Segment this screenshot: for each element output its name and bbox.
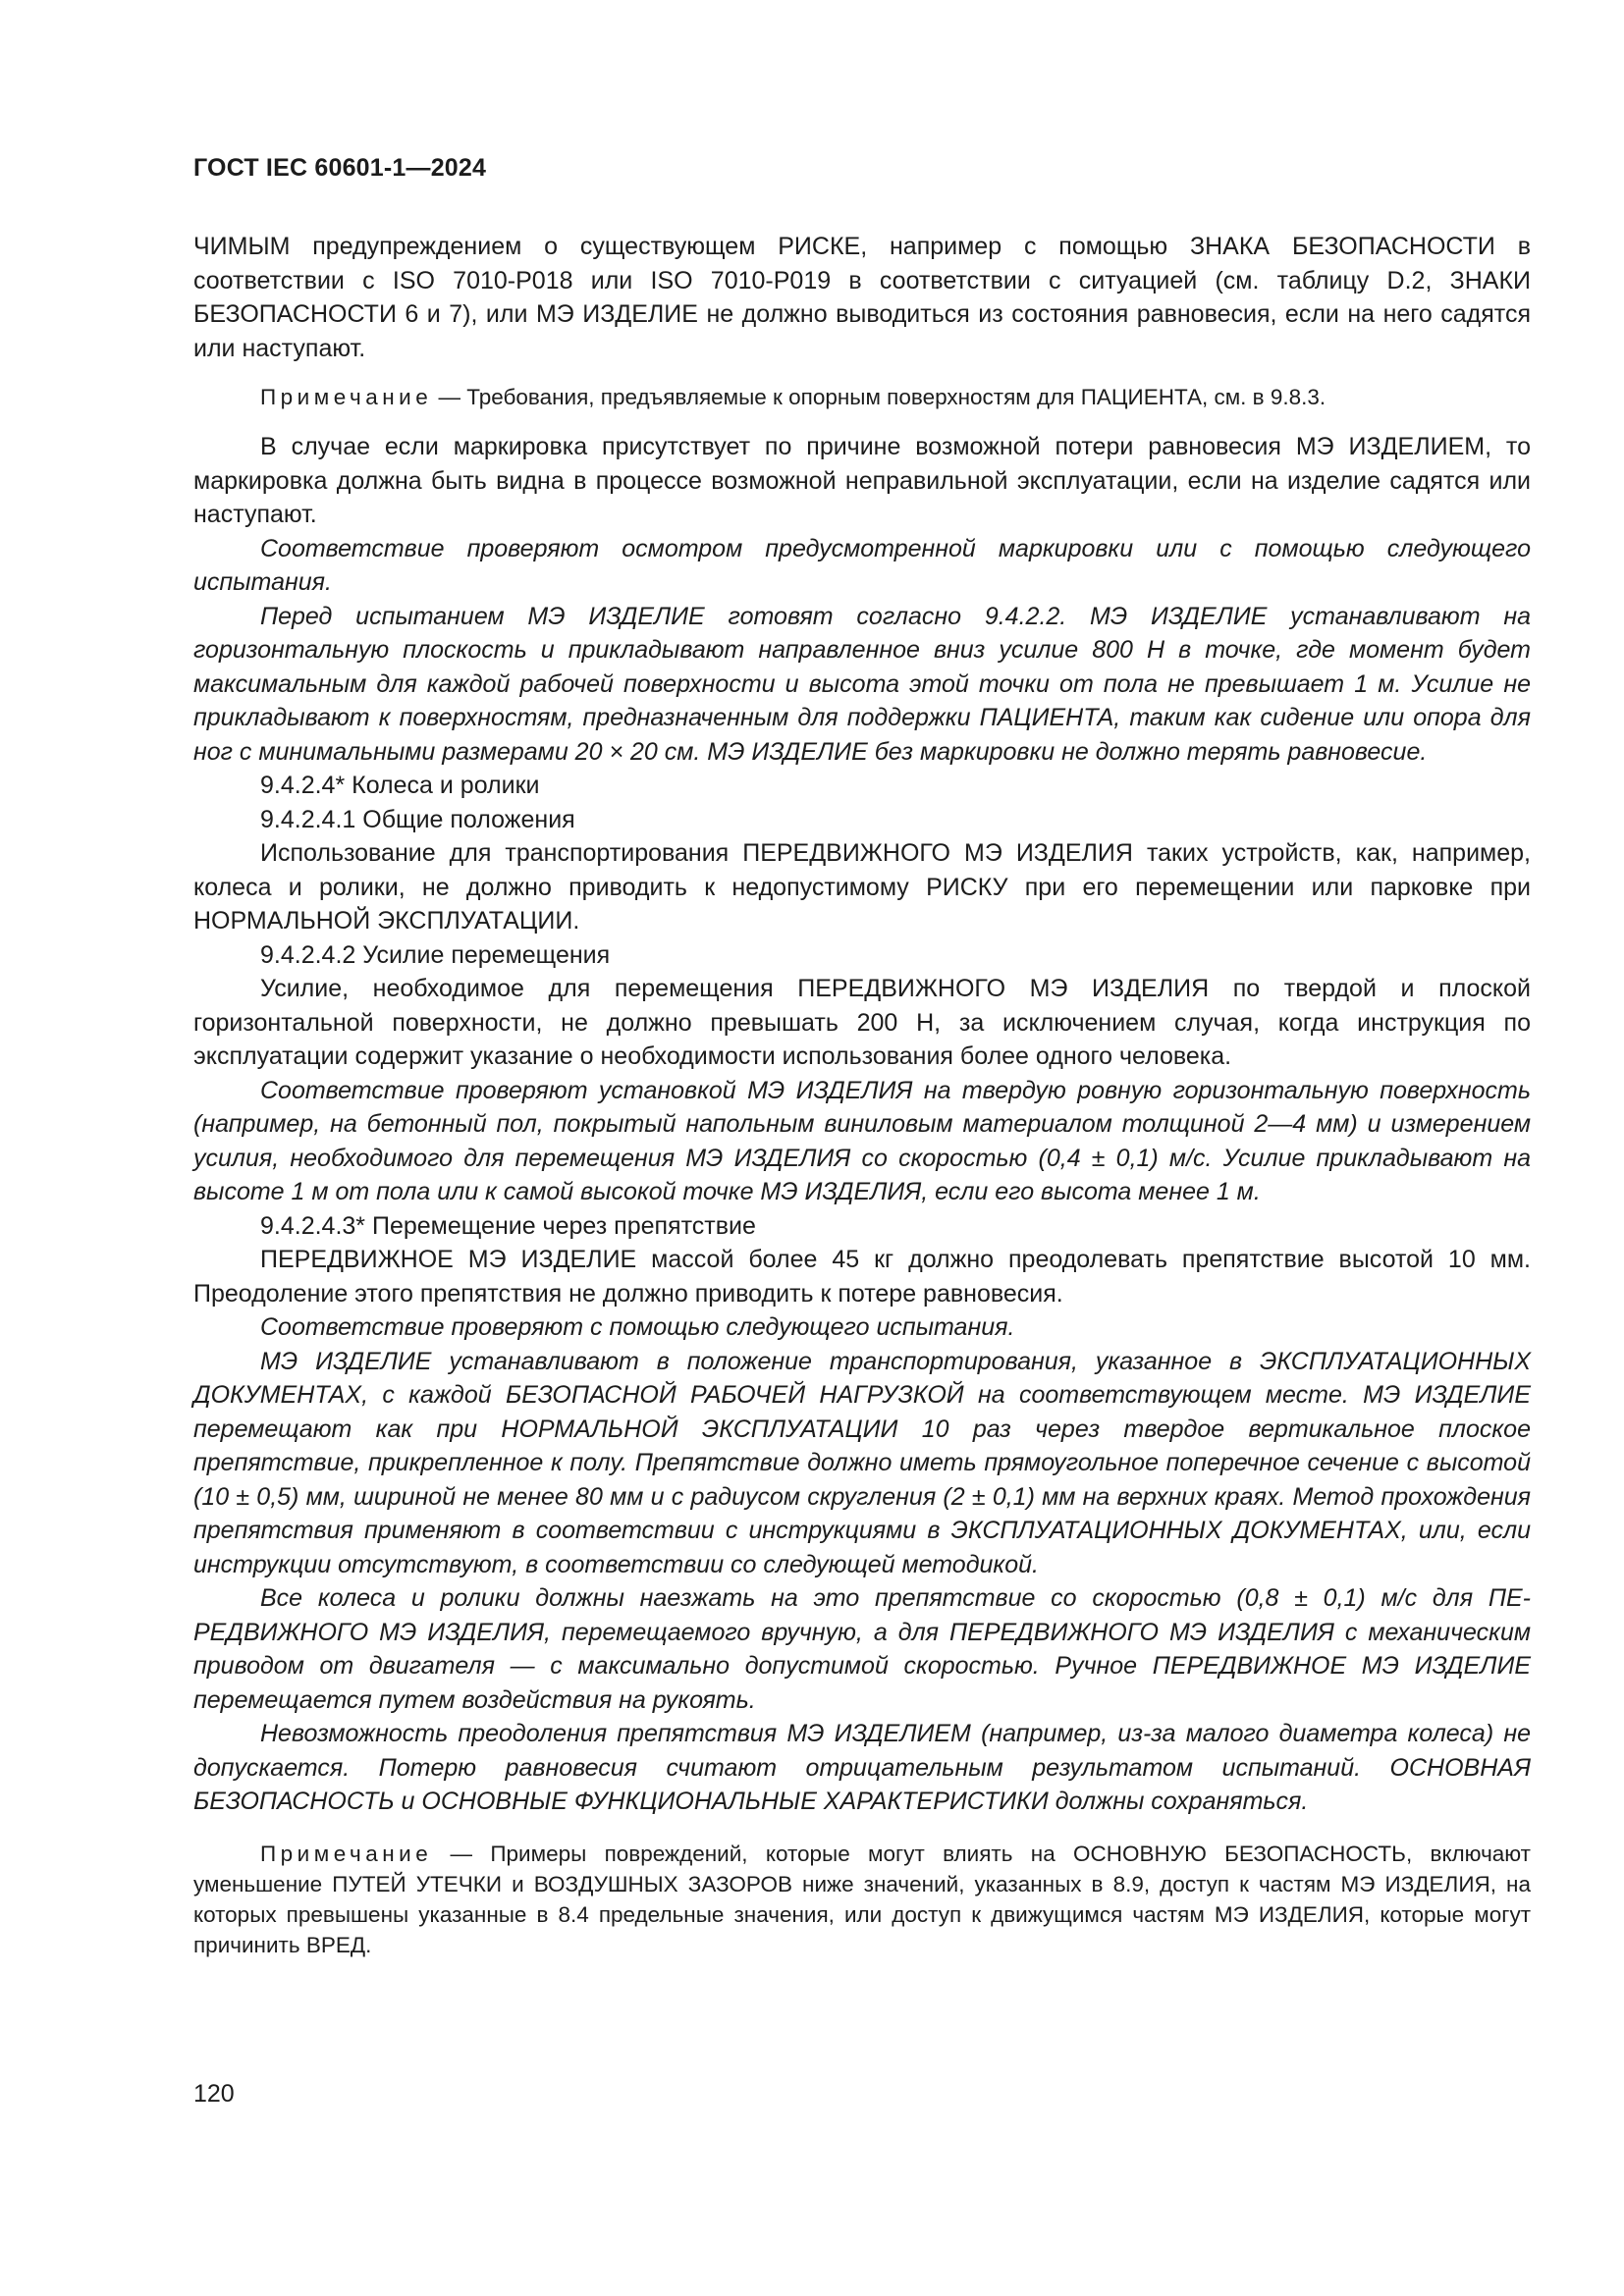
note-text: — Требования, предъявляемые к опорным поверхностям для ПАЦИЕНТА, см. в 9.8.3. xyxy=(432,385,1326,409)
section-heading-9-4-2-4-2: 9.4.2.4.2 Усилие перемещения xyxy=(260,940,611,969)
note-label: Примечание xyxy=(260,1841,433,1866)
paragraph-general: Использование для транспортирования ПЕРЕДВИЖНОГО МЭ ИЗДЕЛИЯ таких устройств, как, например, колеса и ролики, не должно приводить к недопустимому РИСКУ при его перемещении или парковке при НОРМАЛЬНОЙ ЭКСПЛУАТАЦИИ. xyxy=(193,839,1531,934)
section-heading-9-4-2-4-1: 9.4.2.4.1 Общие положения xyxy=(260,805,575,833)
paragraph-force: Усилие, необходимое для перемещения ПЕРЕДВИЖНОГО МЭ ИЗДЕЛИЯ по твердой и плоской горизонтальной поверхности, не должно превышать 200 Н, за исключением случая, когда инструкция по эксплуатации содержит указание о необходимости использования более одного человека. xyxy=(193,975,1531,1070)
note-1 xyxy=(193,382,1531,412)
paragraph-compliance-check: Соответствие проверяют осмотром предусмотренной маркировки или с помощью следующего испытания. xyxy=(193,534,1531,596)
page-number: 120 xyxy=(193,2080,235,2108)
paragraph-wheels-speed: Все колеса и ролики должны наезжать на это препятствие со скоростью (0,8 ± 0,1) м/с для ПЕРЕДВИЖНОГО МЭ ИЗДЕЛИЯ, перемещаемого вручную, а для ПЕРЕДВИЖНОГО МЭ ИЗДЕЛИЯ с механическим приводом от двигателя — с максимально допустимой скоростью. Ручное ПЕРЕДВИЖНОЕ МЭ ИЗДЕЛИЕ перемещается путем воздействия на рукоять. xyxy=(193,1584,1531,1714)
note-label: Примечание xyxy=(260,385,433,409)
paragraph-test-procedure: Перед испытанием МЭ ИЗДЕЛИЕ готовят согласно 9.4.2.2. МЭ ИЗДЕЛИЕ устанавливают на горизонтальную плоскость и прикладывают направленное вниз усилие 800 Н в точке, где момент будет максимальным для каждой рабочей поверхности и высота этой точки от пола не превышает 1 м. Усилие не прикладывают к поверхностям, предназначенным для поддержки ПАЦИЕНТА, таким как сидение или опора для ног с минимальными размерами 20 × 20 см. МЭ ИЗДЕЛИЕ без маркировки не должно терять равновесие. xyxy=(193,602,1531,766)
paragraph-force-compliance: Соответствие проверяют установкой МЭ ИЗДЕЛИЯ на твердую ровную горизонтальную поверхность (например, на бетонный пол, покрытый напольным виниловым материалом толщиной 2—4 мм) и измерением усилия, необходимого для перемещения МЭ ИЗДЕЛИЯ со скоростью (0,4 ± 0,1) м/с. Усилие прикладывают на высоте 1 м от пола или к самой высокой точке МЭ ИЗДЕЛИЯ, если его высота менее 1 м. xyxy=(193,1076,1531,1205)
paragraph-obstacle-compliance: Соответствие проверяют с помощью следующего испытания. xyxy=(260,1313,1015,1341)
section-heading-9-4-2-4-3: 9.4.2.4.3* Перемещение через препятствие xyxy=(260,1211,756,1240)
section-heading-9-4-2-4: 9.4.2.4* Колеса и ролики xyxy=(260,772,540,799)
paragraph-marking: В случае если маркировка присутствует по причине возможной потери равновесия МЭ ИЗДЕЛИЕМ, то маркировка должна быть видна в процессе возможной неправильной эксплуатации, если на изделие садятся или наступают. xyxy=(193,433,1531,528)
paragraph-obstacle-test: МЭ ИЗДЕЛИЕ устанавливают в положение транспортирования, указанное в ЭКСПЛУАТАЦИОННЫХ ДОКУМЕНТАХ, с каждой БЕЗОПАСНОЙ РАБОЧЕЙ НАГРУЗКОЙ на соответствующем месте. МЭ ИЗДЕЛИЕ перемещают как при НОРМАЛЬНОЙ ЭКСПЛУАТАЦИИ 10 раз через твердое вертикальное плоское препятствие, прикрепленное к полу. Препятствие должно иметь прямоугольное поперечное сечение с высотой (10 ± 0,5) мм, шириной не менее 80 мм и с радиусом скругления (2 ± 0,1) мм на верхних краях. Метод прохождения препятствия применяют в соответствии с инструкциями в ЭКСПЛУАТАЦИОННЫХ ДОКУМЕНТАХ, или, если инструкции отсутствуют, в соответствии со следующей методикой. xyxy=(193,1347,1531,1578)
note-2 xyxy=(193,1839,1531,1960)
paragraph-continuation: ЧИМЫМ предупреждением о существующем РИСКЕ, например с помощью ЗНАКА БЕЗОПАСНОСТИ в соответствии с ISO 7010-P018 или ISO 7010-P019 в соответствии с ситуацией (см. таблицу D.2, ЗНАКИ БЕЗОПАСНОСТИ 6 и 7), или МЭ ИЗДЕЛИЕ не должно выводиться из состояния равновесия, если на него садятся или наступают. xyxy=(193,233,1531,362)
paragraph-obstacle: ПЕРЕДВИЖНОЕ МЭ ИЗДЕЛИЕ массой более 45 кг должно преодолевать препятствие высотой 10 мм. Преодоление этого препятствия не должно приводить к потере равновесия. xyxy=(193,1246,1531,1308)
paragraph-failure-criteria: Невозможность преодоления препятствия МЭ ИЗДЕЛИЕМ (например, из-за малого диаметра колеса) не допускается. Потерю равновесия считают отрицательным результатом испытаний. ОСНОВНАЯ БЕЗОПАСНОСТЬ и ОСНОВНЫЕ ФУНКЦИОНАЛЬНЫЕ ХАРАКТЕРИСТИКИ должны сохраняться. xyxy=(193,1720,1531,1815)
document-body xyxy=(193,230,1531,1960)
note-text: — Примеры повреждений, которые могут влиять на ОСНОВНУЮ БЕЗОПАСНОСТЬ, включают уменьшение ПУТЕЙ УТЕЧКИ и ВОЗДУШНЫХ ЗАЗОРОВ ниже значений, указанных в 8.9, доступ к частям МЭ ИЗДЕЛИЯ, на которых превышены указанные в 8.4 предельные значения, или доступ к движущимся частям МЭ ИЗДЕЛИЯ, которые могут причинить ВРЕД. xyxy=(193,1841,1531,1957)
document-header: ГОСТ IEC 60601-1—2024 xyxy=(193,154,487,182)
